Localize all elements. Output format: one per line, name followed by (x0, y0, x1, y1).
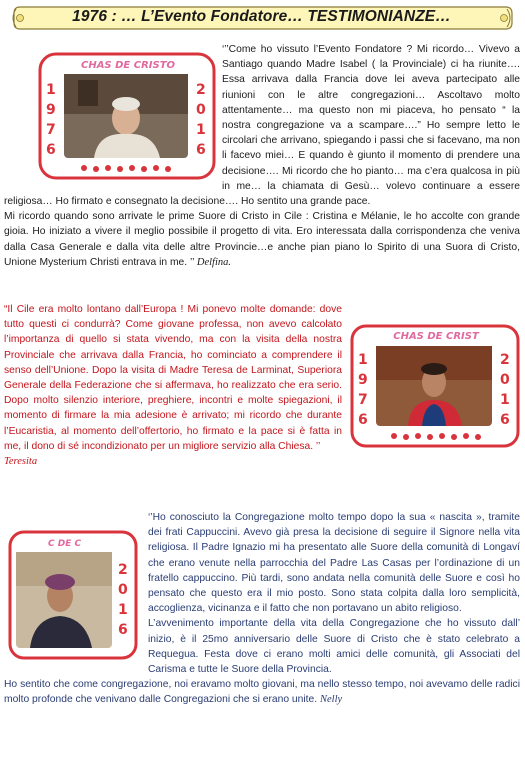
signature: Teresita (4, 456, 38, 468)
frame-digit: 1 (358, 352, 368, 368)
frame-digit: 6 (46, 142, 56, 158)
frame-digit: 1 (196, 122, 206, 138)
anniversary-frame-icon (38, 52, 216, 180)
frame-digit: 1 (118, 602, 128, 618)
anniversary-frame-icon (8, 530, 138, 660)
signature: Delfina. (196, 256, 231, 268)
testimony-text: L’avvenimento importante della vita della Congregazione che ho vissuto dall’ inizio, è il 25mo anniversario delle Suore di Cristo che è stato celebrato a Requegua. Festa dove ci erano molti amici delle comunità, gli Associati del Carisma e tutte le Suore della Provincia. (148, 618, 520, 676)
frame-digit: 2 (500, 352, 510, 368)
photo-delfina (38, 52, 216, 180)
photo-teresita (350, 324, 520, 448)
testimony-nelly (4, 510, 520, 708)
svg-text:CHAS DE CRISTO: CHAS DE CRISTO (80, 60, 176, 71)
photo-nelly (8, 530, 138, 660)
testimony-teresita (4, 302, 520, 469)
svg-text:CHAS DE CRIST: CHAS DE CRIST (393, 331, 479, 342)
frame-digit: 6 (500, 412, 510, 428)
testimony-text: ‘’’Come ho vissuto l’Evento Fondatore ? Mi ricordo… Vivevo a Santiago quando Madre Isabel ( la Provinciale) ci ha riunite…. Essa arrivava dalla Francia dove lei aveva partecipato alle riunioni con le altre congregazioni… Ascoltavo molto attentamente… ma questo non mi piaceva, ho pensato “ la nostra congregazione va a scampare….” Ho sempre letto le circolari che arrivano, spiegando i passi che si facevano, ma non li facevo miei… E quando è giunto il momento di prendere una decisione…. Mi ricordo che ho pianto… ma c’era qualcosa in più in me… la chiamata di Gesù… volevo continuare a essere religiosa… Ho firmato e consegnato la decisione…. Ho sentito una grande pace. (4, 44, 520, 208)
frame-digit: 7 (46, 122, 56, 138)
testimony-text: ‘’Ho conosciuto la Congregazione molto tempo dopo la sua « nascita », tramite dei frati Cappuccini. Avevo già presa la decisione di seguire il Signore nella vita religiosa. Il Padre Ignazio mi ha presentato alle Suore della comunità di Longaví che erano venute nella parrocchia del Padre Las Casas per l’ordinazione di un fratello cappuccino. Più tardi, sono andata nella comunità delle Suore e così ho pensato che questo era il mio posto. Sono stata colpita dalla loro semplicità, accoglienza, vicinanza e il fatto che non portavano un abito religioso. (148, 512, 520, 615)
testimony-text: Ho sentito che come congregazione, noi eravamo molto giovani, ma nello stesso tempo, noi avevamo delle radici molto profonde che venivano dalle Congregazioni che si erano unite. (4, 679, 520, 706)
svg-text:C DE C: C DE C (48, 539, 82, 549)
frame-digit: 1 (500, 392, 510, 408)
testimony-text: “Il Cile era molto lontano dall’Europa ! Mi ponevo molte domande: dove tutto questi ci condurrà? Come giovane professa, non avevo calcolato l’importanza di quello si stata vivendo, ma con la visita della nostra Provinciale che arrivava dalla Francia, ho cominciato a comprendere il senso dell’Unione. Dopo la visita di Madre Teresa de Larminat, Superiora Generale della Federazione che si affermava, ho realizzato che era serio. Dopo molto silenzio interiore, preghiere, incontri e molte spiegazioni, il momento di firmare la mia adesione è arrivato; mi ricordo che durante l’Eucaristia, al momento dell’offertorio, ho firmato e la pace si è fatta in me, il dono di sé incondizionato per un migliore servizio alla Chiesa. ’’ (4, 304, 342, 452)
frame-digit: 0 (196, 102, 206, 118)
testimony-text: Mi ricordo quando sono arrivate le prime Suore di Cristo in Cile : Cristina e Mélanie, le ho accolte con grande gioia. Ho iniziato a vivere il meglio possibile il progetto di vita. Ero interessata dalla corrispondenza che veniva dalla Casa Generale e dalla vita delle altre Provincie…e anche pian piano lo Spirito di una Suora di Cristo, Unione Mysterium Christi entrava in me. ’’ (4, 211, 520, 268)
title-banner (10, 3, 513, 33)
frame-digit: 2 (196, 82, 206, 98)
frame-digit: 6 (358, 412, 368, 428)
testimony-delfina (4, 42, 520, 270)
frame-digit: 9 (358, 372, 368, 388)
frame-digit: 7 (358, 392, 368, 408)
frame-digit: 2 (118, 562, 128, 578)
frame-digit: 1 (46, 82, 56, 98)
frame-digit: 6 (118, 622, 128, 638)
signature: Nelly (320, 694, 343, 706)
page-title: 1976 : … L’Evento Fondatore… TESTIMONIANZE… (72, 8, 451, 25)
anniversary-frame-icon (350, 324, 520, 448)
frame-digit: 6 (196, 142, 206, 158)
frame-digit: 0 (118, 582, 128, 598)
frame-digit: 9 (46, 102, 56, 118)
frame-digit: 0 (500, 372, 510, 388)
